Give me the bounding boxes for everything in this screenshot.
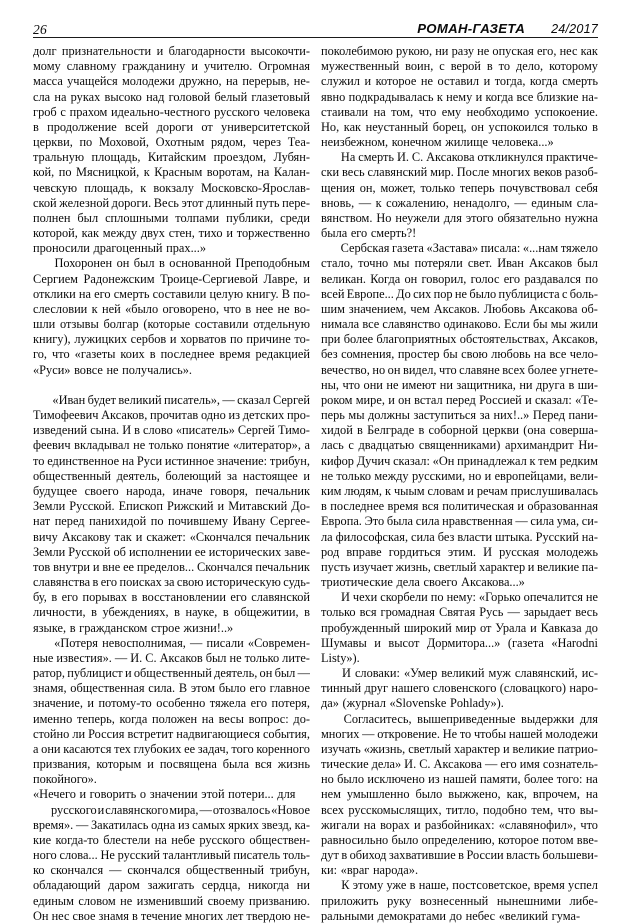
- text-line: хидой в Белграде в соборной церкви (она соверша-: [321, 423, 598, 438]
- text-line: знамя, общественная сила. В этом было его главное: [33, 681, 310, 696]
- issue-number: 24/2017: [551, 22, 598, 37]
- text-line: нимала все славянство одинаково. Если бы мы жили: [321, 317, 598, 332]
- text-line: призвания, которым и посвящена была вся жизнь: [33, 757, 310, 772]
- text-line: именно теперь, когда положен на весы вопрос: до-: [33, 711, 310, 726]
- text-line: щения он, может, только теперь почувствовал себя: [321, 180, 598, 195]
- text-line: которой, как между двух стен, тихо и торжественно: [33, 226, 310, 241]
- text-line: триотические дела своего Аксакова...»: [321, 575, 525, 590]
- text-line: ны, что они не имеют ни защитника, ни друга в ши-: [321, 377, 598, 392]
- text-line: проносили драгоценный прах...»: [33, 241, 206, 256]
- text-line: да» (журнал «Slovenske Pohlady»).: [321, 696, 504, 711]
- text-line: ральными демократами до небес «великий гума-: [321, 908, 581, 923]
- text-line: полнен был сплошными толпами публики, среди: [33, 210, 310, 225]
- text-line: личности, в убеждениях, в науке, в общежитии, в: [33, 605, 310, 620]
- text-line: феевич вкладывал не только понятие «литератор», а: [33, 438, 310, 453]
- text-line: ким людям, к чыым словам и речам прислушивалась: [321, 483, 598, 498]
- text-line: а они касаются тех глубоких ее задач, того коренного: [33, 741, 310, 756]
- text-line: «Нечего и говорить о значении этой потери... для: [33, 787, 296, 802]
- text-line: время». — Закатилась одна из самых ярких звезд, ка-: [33, 817, 310, 832]
- text-line: славянства в его поисках за свою историческую судь-: [33, 575, 310, 590]
- text-line: шли отзывы болгар (которые составили отдельную: [33, 317, 310, 332]
- text-line: тические дела» И. С. Аксакова — его имя сознатель-: [321, 757, 598, 772]
- text-line: равносильно было определению, которое потом вве-: [321, 832, 598, 847]
- text-line: была его смерть?!: [321, 226, 417, 241]
- text-line: кифор Дучич сказал: «Он принадлежал к тем редким: [321, 453, 598, 468]
- text-line: «Потеря невосполнимая, — писали «Современ-: [54, 635, 310, 650]
- text-line: ки: «враг народа».: [321, 863, 419, 878]
- text-line: [33, 378, 310, 393]
- text-line: ного слова... Не русский талантливый писатель толь-: [33, 848, 310, 863]
- text-line: кие когда-то блестели на небе русского обществен-: [33, 832, 310, 847]
- text-line: изведений сына. И в слово «писатель» Сергей Тимо-: [33, 423, 310, 438]
- text-line: Сергием Радонежским Троице-Сергиевой Лавре, и: [33, 271, 310, 286]
- text-line: И чехи скорбели по нему: «Горько опечалится не: [341, 590, 598, 605]
- text-line: ко скончался — скончался общественный трибун,: [33, 863, 310, 878]
- text-line: ской железной дороги. Весь этот длинный путь пере-: [33, 195, 310, 210]
- text-line: отклики на его смерть составили целую книгу. В по-: [33, 286, 310, 301]
- text-line: при более благоприятных обстоятельствах, Аксаков,: [321, 332, 598, 347]
- text-line: лась с двадцатью священниками) архимандрит Ни-: [321, 438, 598, 453]
- text-line: чевскую площадь, к вокзалу Московско-Ярослав-: [33, 180, 310, 195]
- text-line: не только между русскими, но и европейцами, вели-: [321, 468, 598, 483]
- text-column-right: [321, 44, 598, 923]
- text-line: тов внутри и вне ее пределов... Скончался печальник: [33, 559, 310, 574]
- text-line: приложить руку вознесенный нынешними либе-: [321, 893, 598, 908]
- text-line: единым словом не изменивший своему призванию.: [33, 893, 310, 908]
- text-line: будущее своего народа, иначе говоря, печальник: [33, 483, 310, 498]
- text-line: мому славному гражданину и учителю. Огромная: [33, 59, 310, 74]
- text-line: кой, по Мясницкой, к Красным воротам, на Калан-: [33, 165, 310, 180]
- text-column-left: [33, 44, 310, 923]
- text-line: Тимофеевич Аксаков, прочитав одно из детских про-: [33, 408, 310, 423]
- body-columns: [33, 44, 598, 923]
- text-line: тральную площадь, Китайским проездом, Лубян-: [33, 150, 310, 165]
- text-line: общественный деятель, болеющий за настоящее и: [33, 468, 310, 483]
- text-line: нат перед панихидой по почившему Ивану Сергее-: [33, 514, 310, 529]
- text-line: служил и которое не оставил и тогда, когда смерть: [321, 74, 598, 89]
- text-line: пусть изучает жизнь, светлый характер и великие па-: [321, 559, 598, 574]
- text-line: без сомнения, простер бы свою любовь на все чело-: [321, 347, 598, 362]
- text-line: ные известия». — И. С. Аксаков был не только лите-: [33, 650, 310, 665]
- text-line: ски весь славянский мир. После многих веков разоб-: [321, 165, 598, 180]
- text-line: Он нес свое знамя в течение многих лет твердою не-: [33, 908, 310, 923]
- text-line: «Иван будет великий писатель», — сказал Сергей: [52, 392, 310, 407]
- text-line: Земли Русской. Епископ Рижский и Митавский До-: [33, 499, 310, 514]
- text-line: род вправе гордиться этим. И русская молодежь: [321, 544, 598, 559]
- text-line: ла философская, сила без власти штыка. Русский на-: [321, 529, 598, 544]
- text-line: языке, в гражданском строе жизни!..»: [33, 620, 234, 635]
- text-line: вновь, — к сожалению, ненадолго, — единым сла-: [321, 195, 598, 210]
- text-line: дут в обиход захватившие в России власть большеви-: [321, 848, 598, 863]
- text-line: стало, точно мы потеряли свет. Иван Аксаков был: [321, 256, 598, 271]
- text-line: явно подкрадывалась к нему и когда все близкие на-: [321, 89, 598, 104]
- text-line: масса учащейся молодежи дружно, на перерыв, не-: [33, 74, 310, 89]
- running-head: [33, 14, 598, 38]
- text-line: ратор, публицист и общественный деятель, он был —: [33, 666, 310, 681]
- text-line: стойно ли Россия встретит надвигающиеся события,: [33, 726, 310, 741]
- text-line: вечество, но он видел, что славяне всех более угнете-: [321, 362, 598, 377]
- text-line: Listy»).: [321, 650, 360, 665]
- text-line: значение, и потому-то особенно тяжела его потеря,: [33, 696, 310, 711]
- text-line: роком мире, и он встал перед Россией и сказал: «Те-: [321, 392, 598, 407]
- text-line: шим значением, чем Аксаков. Любовь Аксакова об-: [321, 301, 598, 316]
- text-line: русского и славянского мира, — отозвалось «Новое: [51, 802, 310, 817]
- text-line: жигали на ворах и разбойниках: «славянофил», что: [321, 817, 598, 832]
- text-line: обладающий даром зажигать сердца, никогда ни: [33, 878, 310, 893]
- text-line: мужественный воин, с верой в то дело, которому: [321, 59, 598, 74]
- text-line: изучать «жизнь, светлый характер и великие патрио-: [321, 741, 598, 756]
- text-line: Сербская газета «Застава» писала: «...нам тяжело: [340, 241, 598, 256]
- running-head-right: [417, 22, 598, 36]
- text-line: вичу Аксакову так и скажет: «Скончался печальник: [33, 529, 310, 544]
- text-line: поколебимою рукою, ни разу не опуская его, нес как: [321, 44, 598, 58]
- text-line: сла на руках высоко над головой белый глазетовый: [33, 89, 310, 104]
- text-line: На смерть И. С. Аксакова откликнулся практиче-: [340, 150, 598, 165]
- text-line: бу, в его порывах в восстановлении его славянской: [33, 590, 310, 605]
- text-line: всей Европе... До сих пор не было публициста с боль-: [321, 286, 598, 301]
- text-line: только вся громадная Святая Русь — зарыдает весь: [321, 605, 598, 620]
- text-line: церкви, по Моховой, Охотным рядом, через Теа-: [33, 135, 310, 150]
- text-line: перь мы должны заступиться за них!..» Перед пани-: [321, 408, 598, 423]
- text-line: слесловии к ней «было оговорено, что в нее не во-: [33, 301, 310, 316]
- text-line: великан. Когда он говорил, голос его раздавался по: [321, 271, 598, 286]
- text-line: гроб с прахом идеально-честного русского человека: [33, 104, 310, 119]
- text-line: Похоронен он был в основанной Преподобным: [54, 256, 310, 271]
- text-line: долг признательности и благодарности высокочти-: [33, 44, 310, 58]
- text-line: нем умышленно было выжжено, как, впрочем, на: [321, 787, 598, 802]
- text-line: то единственное на Руси истинное значение: трибун,: [33, 453, 310, 468]
- text-line: многих — откровение. Не то чтобы нашей молодежи: [321, 726, 598, 741]
- text-line: покойного».: [33, 772, 97, 787]
- journal-title: РОМАН-ГАЗЕТА: [417, 21, 526, 37]
- text-line: всех русскомыслящих, титло, подобно тем, что вы-: [321, 802, 598, 817]
- text-line: Европа. Это была сила нравственная — сила ума, си-: [321, 514, 598, 529]
- text-line: стаивали на том, что ему необходимо успокоение.: [321, 104, 598, 119]
- text-line: го, что «газеты коих в последнее время редакцией: [33, 347, 310, 362]
- text-line: в продолжение всей дороги от университетской: [33, 119, 310, 134]
- text-line: «Руси» вовсе не получались».: [33, 362, 192, 377]
- text-line: книгу), лужицких сербов и хорватов по причине то-: [33, 332, 310, 347]
- text-line: в последнее время вся политическая и образованная: [321, 499, 598, 514]
- text-line: И словаки: «Умер великий муж славянский, ис-: [342, 666, 598, 681]
- text-line: К этому уже в наше, постсоветское, время успел: [341, 878, 598, 893]
- text-line: неизбежном, конечном жилище человека...»: [321, 135, 554, 150]
- text-line: вянством. Но неужели для этого обязательно нужна: [321, 210, 598, 225]
- text-line: Согласитесь, вышеприведенные выдержки для: [343, 711, 598, 726]
- page-number: 26: [33, 21, 47, 37]
- text-line: Земли Русской об исполнении ее исторических заве-: [33, 544, 310, 559]
- text-line: но было исключено из нашей памяти, более того: на: [321, 772, 598, 787]
- text-line: Но, как неустанный борец, он успокоился только в: [321, 119, 598, 134]
- text-line: Шумавы и высот Дормитора...» (газета «Harodni: [321, 635, 598, 650]
- text-line: тинный друг нашего словенского (словацкого) наро-: [321, 681, 598, 696]
- text-line: пробужденный широкий мир от Урала и Кавказа до: [321, 620, 598, 635]
